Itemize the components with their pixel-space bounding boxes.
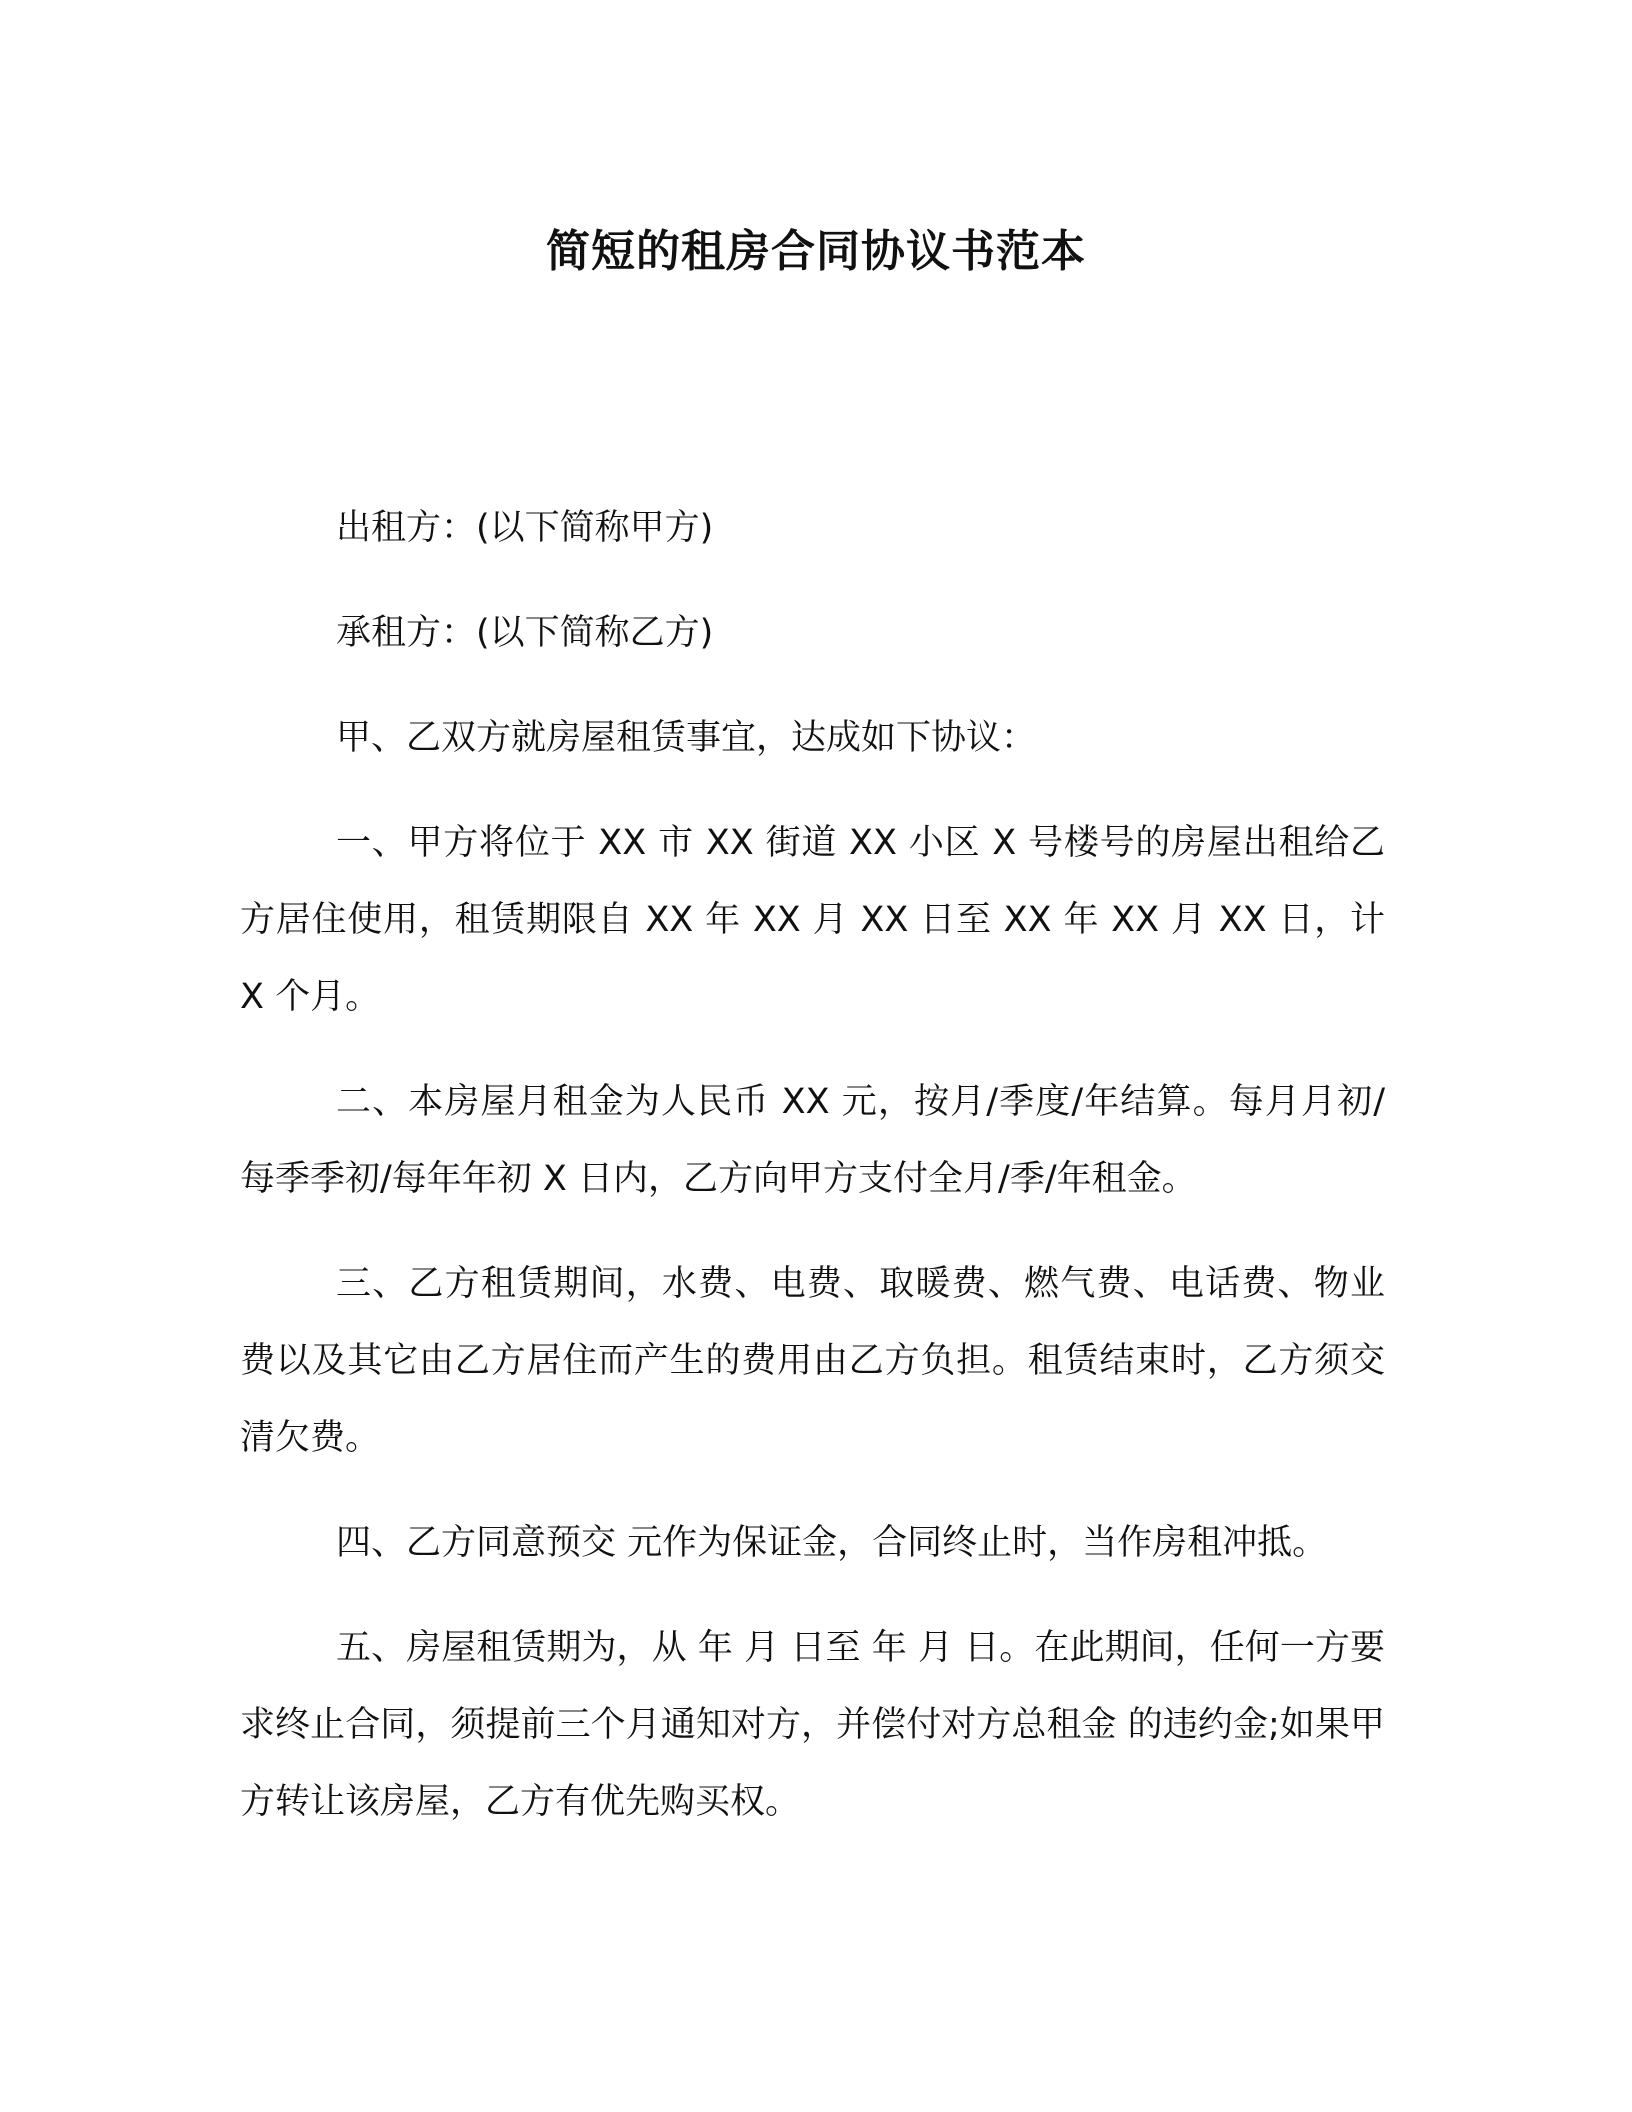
paragraph-clause-5: 五、房屋租赁期为，从 年 月 日至 年 月 日。在此期间，任何一方要求终止合同，须提前三个月通知对方，并偿付对方总租金 的违约金;如果甲方转让该房屋，乙方有优先购买权。 xyxy=(240,1628,1385,1822)
paragraph-clause-3: 三、乙方租赁期间，水费、电费、取暖费、燃气费、电话费、物业费以及其它由乙方居住而产生的费用由乙方负担。租赁结束时，乙方须交清欠费。 xyxy=(240,1264,1385,1458)
paragraph-lessor: 出租方：(以下简称甲方) xyxy=(336,508,714,548)
document-body xyxy=(240,490,1385,1869)
paragraph-clause-2: 二、本房屋月租金为人民币 XX 元，按月/季度/年结算。每月月初/每季季初/每年年初 X 日内，乙方向甲方支付全月/季/年租金。 xyxy=(240,1082,1385,1199)
paragraph-intro: 甲、乙双方就房屋租赁事宜，达成如下协议： xyxy=(336,718,1037,758)
paragraph-clause-4: 四、乙方同意预交 元作为保证金，合同终止时，当作房租冲抵。 xyxy=(336,1523,1328,1563)
document-title: 简短的租房合同协议书范本 xyxy=(546,226,1086,277)
paragraph-clause-1: 一、甲方将位于 XX 市 XX 街道 XX 小区 X 号楼号的房屋出租给乙方居住使用，租赁期限自 XX 年 XX 月 XX 日至 XX 年 XX 月 XX 日，计 X 个月。 xyxy=(240,823,1385,1017)
paragraph-lessee: 承租方：(以下简称乙方) xyxy=(336,613,714,653)
